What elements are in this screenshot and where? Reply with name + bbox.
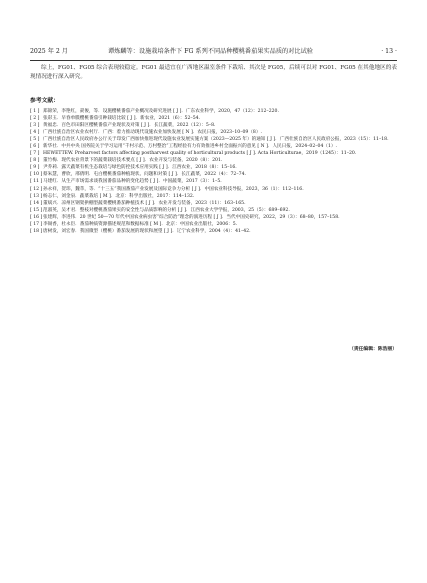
references-heading: 参考文献： [30,98,59,104]
reference-text: 广西壮族自治区人民政府办公厅关于印发广西加快推进现代设施农业发展实施方案（2023—2025 年）的通知 [ J ]．广西壮族自治区人民政府公报，2023（15）：11–18. [43,137,389,143]
reference-item [30,143,397,150]
reference-list [30,108,397,235]
reference-number: [ 10 ] [30,172,43,178]
reference-item [30,171,397,178]
reference-number: [ 12 ] [30,186,43,192]
reference-number: [ 16 ] [30,214,43,220]
issue-date: 2025 年 2 月 [30,48,68,55]
conclusion-paragraph: 综上，FG01、FG05 综合表现较稳定。FG01 最适宜在广西地区温室条件下栽培、其次是 FG05，后续可以对 FG01、FG05 在其他地区的表现情况进行深入研究。 [30,65,397,80]
reference-text: 董斌兴．凉州区钢架拱棚型蔬菜樱桃番茄种植技术 [ J ]．农业开发与装备，2023（11）：163–165. [43,200,246,206]
reference-text: 杨志仁，刘金泉．蔬菜栽培 [ M ]．北京：科学出版社，2017：114–132. [43,193,195,199]
reference-number: [ 1 ] [30,109,40,114]
reference-number: [ 17 ] [30,221,43,227]
reference-item [30,164,397,171]
reference-text: 黄福忠．百色市田阳区樱桃番茄产业现状及对策 [ J ]．长江蔬菜，2022（12）：5–8. [43,123,216,129]
reference-text: 董竹梅．现代农业背景下的蔬菜栽培技术要点 [ J ]．农业开发与装备，2020（8）：201. [43,158,223,164]
reference-item [30,108,397,115]
reference-text: 蔡朱慧，曹欣，邢倩明．屯白樱桃番茄种植现状、问题和对策 [ J ]．长江蔬菜，2022（4）：72–74. [43,172,246,178]
reference-number: [ 9 ] [30,165,40,171]
reference-item [30,122,397,129]
reference-number: [ 15 ] [30,207,43,213]
reference-item [30,207,397,214]
reference-text: 张建辉，李进伟．20 世纪 50—70 年代中国农业病虫害“综合防治”理念的演进历程 [ J ]．当代中国史研究，2022，29（3）：68–80，157–158. [43,214,340,220]
responsible-editor: （责任编辑：陈浩丽） [349,346,397,352]
page-number: · 13 · [381,48,397,55]
header-rule [30,60,397,61]
reference-number: [ 18 ] [30,228,43,234]
reference-number: [ 2 ] [30,116,40,122]
reference-item [30,228,397,235]
reference-text: 广西壮族自治区农业农村厅．广西：着力推动现代设施农业加快发展 [ N ]．农民日报，2023–10–09（8）. [43,130,262,136]
reference-number: [ 5 ] [30,137,40,143]
reference-text: 唐树发，刘宏春．我国微型（樱桃）番茄发展的现状和展望 [ J ]．辽宁农业科学，2004（4）：41–42. [43,228,251,234]
reference-text: 尹乔莉．露天蔬菜有机生态栽培与绿色防控技术应用实践 [ J ]．江西农业，2018（8）：15–16. [43,165,237,171]
reference-text: HEWETTEW. Preharvest factors affecting postharvest quality of horticultural products [ J ]. Acta Horticulturae，2019（1245）：11–20. [43,151,357,157]
reference-text: 范淑英，吴才君．整枝对樱桃番茄果实的安全性与品质影响的分析 [ J ]．江西农业大学学报，2003，25（5）：689–692. [43,207,290,213]
reference-item [30,129,397,136]
reference-text: 新华社．中共中央 国务院关于学习运用“千村示范、万村整治”工程经验有力有效推进乡村全面振兴的意见 [ N ]．人民日报，2024–02–04（1）. [43,144,337,150]
reference-item [30,221,397,228]
reference-text: 李锡香，杜永臣．番茄种质资源描述规范和数据标准 [ M ]．北京：中国农业出版社，2006：5. [43,221,238,227]
reference-item [30,186,397,193]
reference-text: 孙永祥，贺玮，魏萃，等．“十三五”我国番茄产业发展及国际竞争力分析 [ J ]．中国农业科技导报，2023，36（1）：112–116. [43,186,304,192]
running-title: 谭炼麟等：设施栽培条件下 FG 系列不同品种樱桃番茄果实品质的对比试验 [108,48,313,55]
reference-number: [ 14 ] [30,200,43,206]
reference-number: [ 6 ] [30,144,40,150]
reference-item [30,200,397,207]
reference-item [30,214,397,221]
reference-number: [ 11 ] [30,179,43,185]
running-header [30,46,397,58]
reference-item [30,193,397,200]
reference-number: [ 8 ] [30,158,40,164]
reference-number: [ 3 ] [30,123,40,129]
reference-text: 张彩玉．早春单膜樱桃番茄引种栽培比较 [ J ]．新农业，2021（6）：52–54. [43,116,201,122]
reference-item [30,157,397,164]
reference-item [30,136,397,143]
reference-text: 马建红．从生产市场需求谈我国番茄品种的变化趋势 [ J ]．中国蔬菜，2017（3）：1–5. [43,179,222,185]
reference-number: [ 7 ] [30,151,40,157]
reference-item [30,115,397,122]
reference-item [30,150,397,157]
reference-number: [ 13 ] [30,193,43,199]
reference-number: [ 4 ] [30,130,40,136]
reference-text: 郑锦荣，李艳红，聂俊，等．设施樱桃番茄产业概况及研究进展 [ J ]．广东农业科学，2020，47（12）：212–220. [43,109,279,114]
reference-item [30,178,397,185]
